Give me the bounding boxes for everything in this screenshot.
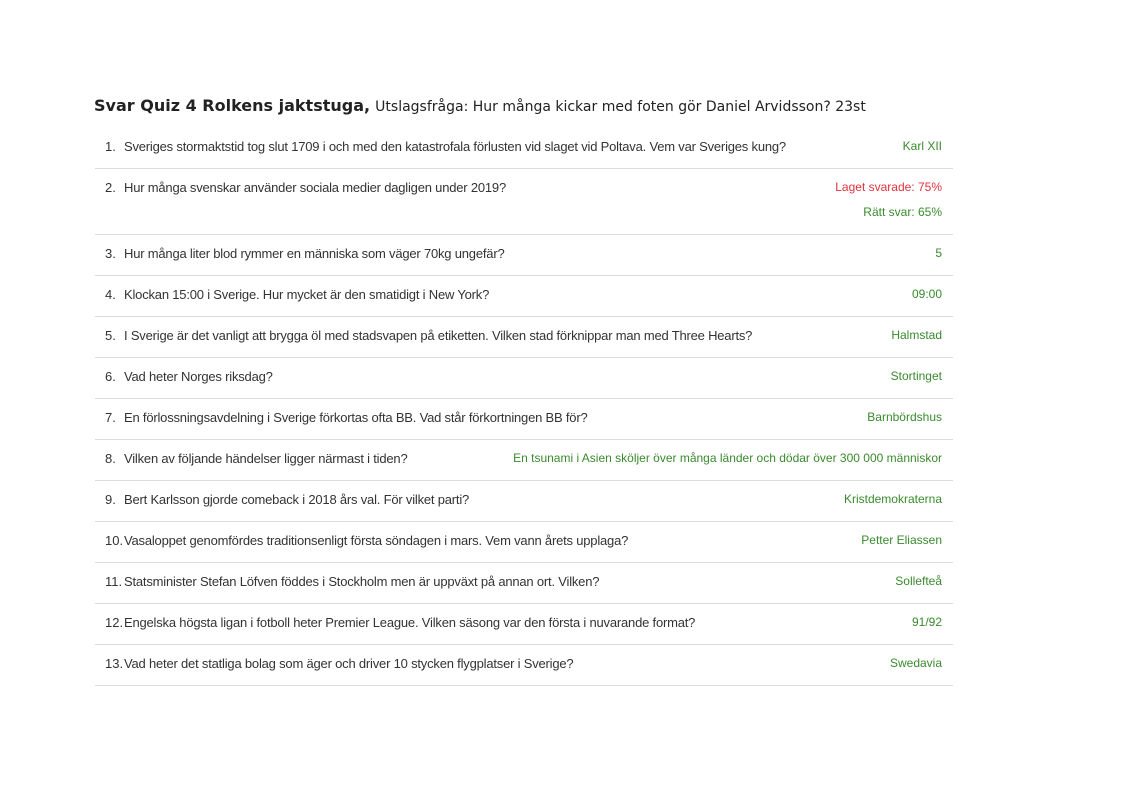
question-row bbox=[95, 399, 953, 440]
question-text: Hur många liter blod rymmer en människa som väger 70kg ungefär? bbox=[124, 246, 505, 261]
answer-text: 09:00 bbox=[911, 287, 942, 301]
question-row bbox=[95, 169, 953, 235]
answer-text: 91/92 bbox=[911, 615, 942, 629]
correct-answer-text: Rätt svar: 65% bbox=[863, 205, 942, 219]
question-number: 7. bbox=[105, 410, 116, 425]
question-row bbox=[95, 645, 953, 686]
question-text: Vad heter Norges riksdag? bbox=[124, 369, 273, 384]
question-number: 5. bbox=[105, 328, 116, 343]
question-text: Vasaloppet genomfördes traditionsenligt första söndagen i mars. Vem vann årets upplaga? bbox=[124, 533, 629, 548]
question-text: Bert Karlsson gjorde comeback i 2018 års val. För vilket parti? bbox=[124, 492, 470, 507]
question-row bbox=[95, 317, 953, 358]
question-number: 9. bbox=[105, 492, 116, 507]
question-row bbox=[95, 235, 953, 276]
answer-text: Sollefteå bbox=[895, 574, 942, 588]
answer-text: Karl XII bbox=[902, 139, 942, 153]
question-text: Statsminister Stefan Löfven föddes i Stockholm men är uppväxt på annan ort. Vilken? bbox=[124, 574, 600, 589]
question-text: Hur många svenskar använder sociala medier dagligen under 2019? bbox=[124, 180, 506, 195]
answer-text: Swedavia bbox=[889, 656, 942, 670]
question-row bbox=[95, 440, 953, 481]
answer-text: Halmstad bbox=[891, 328, 942, 342]
answer-text: Stortinget bbox=[890, 369, 942, 383]
question-number: 3. bbox=[105, 246, 116, 261]
question-number: 13. bbox=[105, 656, 124, 671]
question-number: 2. bbox=[105, 180, 116, 195]
answer-text: Laget svarade: 75% bbox=[835, 180, 942, 194]
question-row bbox=[95, 128, 953, 169]
question-row bbox=[95, 276, 953, 317]
question-row bbox=[95, 358, 953, 399]
answer-text: 5 bbox=[935, 246, 942, 260]
question-number: 1. bbox=[105, 139, 116, 154]
question-number: 4. bbox=[105, 287, 116, 302]
title-tiebreaker: Utslagsfråga: Hur många kickar med foten gör Daniel Arvidsson? 23st bbox=[375, 99, 866, 115]
question-row bbox=[95, 481, 953, 522]
question-text: I Sverige är det vanligt att brygga öl med stadsvapen på etiketten. Vilken stad förknippar man med Three Hearts? bbox=[124, 328, 753, 343]
question-text: Klockan 15:00 i Sverige. Hur mycket är den smatidigt i New York? bbox=[124, 287, 490, 302]
question-text: Sveriges stormaktstid tog slut 1709 i och med den katastrofala förlusten vid slaget vid Poltava. Vem var Sveriges kung? bbox=[124, 139, 786, 154]
question-text: Engelska högsta ligan i fotboll heter Premier League. Vilken säsong var den första i nuvarande format? bbox=[124, 615, 696, 630]
answer-text: En tsunami i Asien sköljer över många länder och dödar över 300 000 människor bbox=[513, 451, 942, 465]
question-row bbox=[95, 604, 953, 645]
question-number: 11. bbox=[105, 574, 123, 589]
question-number: 12. bbox=[105, 615, 124, 630]
question-row bbox=[95, 563, 953, 604]
title-main: Svar Quiz 4 Rolkens jaktstuga, bbox=[94, 96, 371, 115]
answer-text: Barnbördshus bbox=[867, 410, 942, 424]
answer-text: Kristdemokraterna bbox=[843, 492, 942, 506]
question-text: En förlossningsavdelning i Sverige förkortas ofta BB. Vad står förkortningen BB för? bbox=[124, 410, 588, 425]
question-text: Vad heter det statliga bolag som äger och driver 10 stycken flygplatser i Sverige? bbox=[124, 656, 574, 671]
question-text: Vilken av följande händelser ligger närmast i tiden? bbox=[124, 451, 408, 466]
page-title bbox=[94, 96, 866, 115]
answer-text: Petter Eliassen bbox=[861, 533, 942, 547]
question-number: 6. bbox=[105, 369, 116, 384]
question-number: 10. bbox=[105, 533, 124, 548]
question-number: 8. bbox=[105, 451, 116, 466]
question-row bbox=[95, 522, 953, 563]
question-list bbox=[95, 128, 953, 686]
